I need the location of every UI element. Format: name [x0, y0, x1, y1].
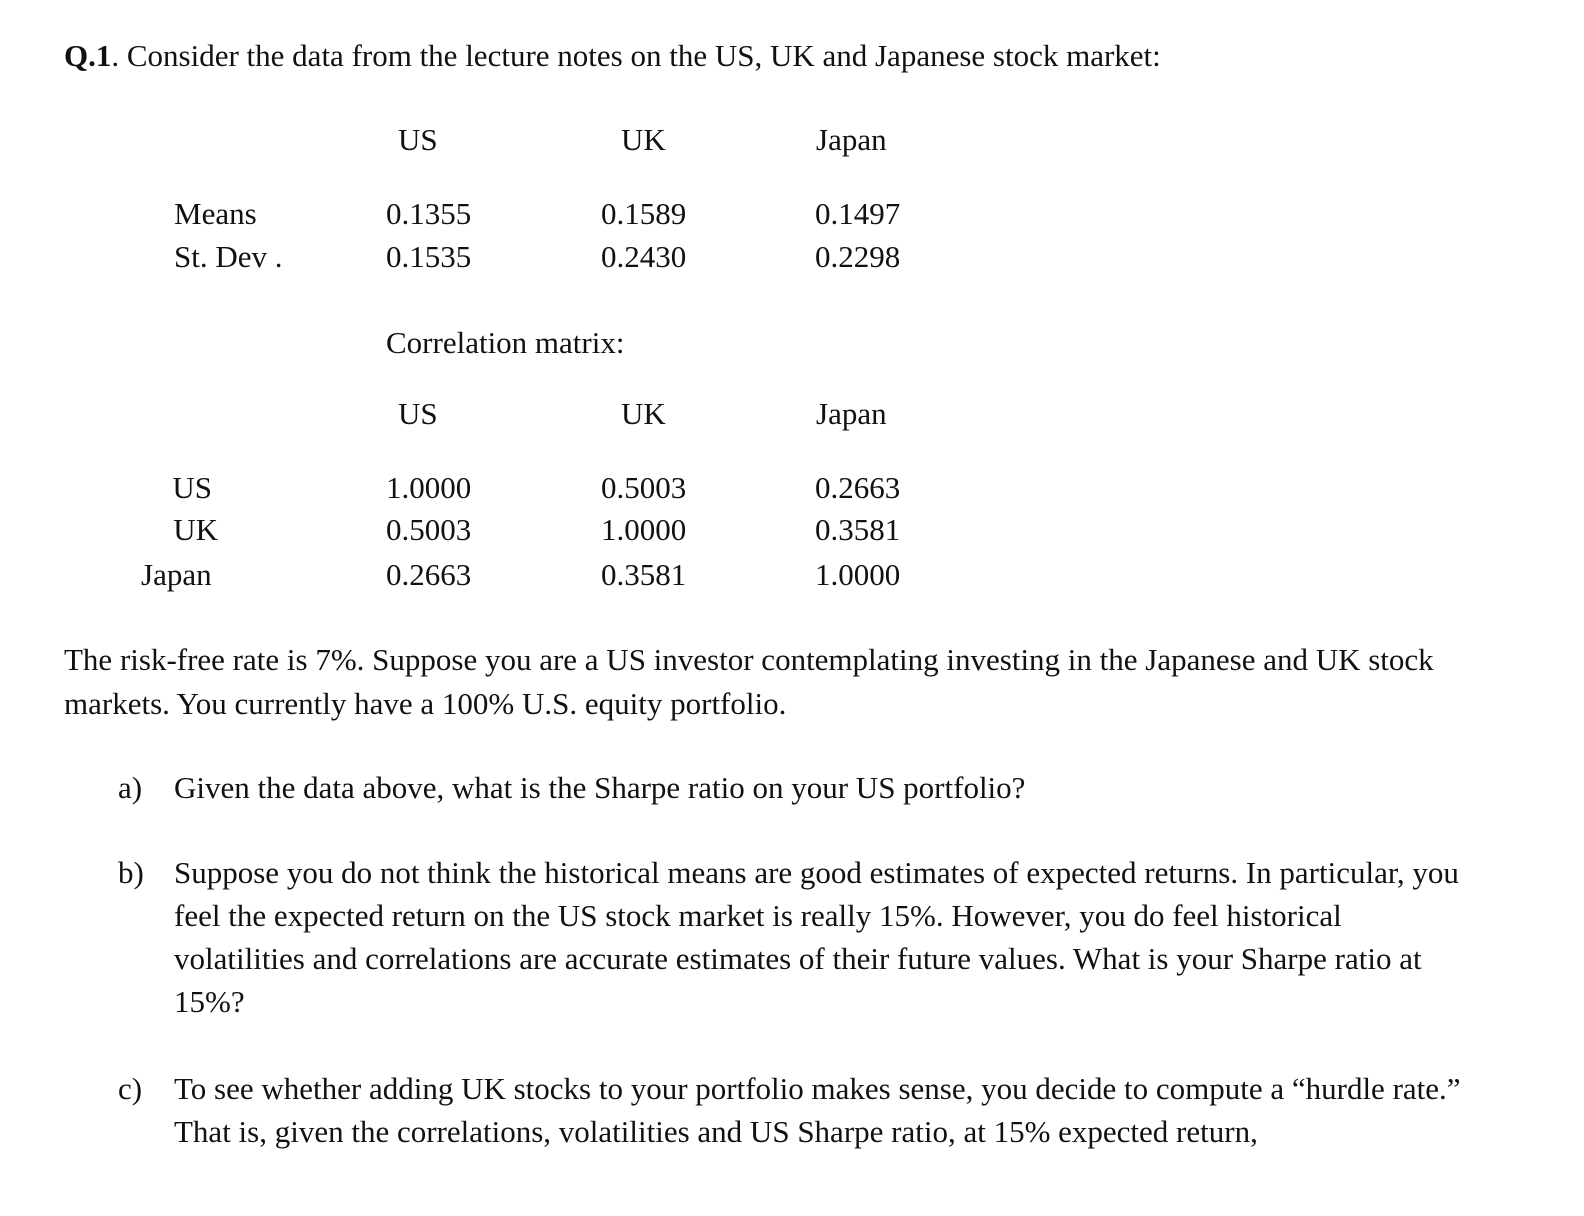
- stats-cell: 0.2430: [601, 239, 687, 274]
- corr-cell: 0.3581: [601, 557, 687, 592]
- risk-free-paragraph: The risk-free rate is 7%. Suppose you are a US investor contemplating investing in the Japanese and UK stock markets. You currently have a 100% U.S. equity portfolio.: [64, 642, 1434, 721]
- corr-cell: 0.2663: [815, 470, 901, 505]
- stats-row-label-means: Means: [174, 196, 257, 231]
- question-heading: [64, 40, 1161, 71]
- corr-cell: 1.0000: [601, 512, 687, 547]
- stats-cell: 0.1589: [601, 196, 687, 231]
- corr-cell: 0.2663: [386, 557, 472, 592]
- stats-col-header-japan: Japan: [816, 122, 887, 157]
- corr-col-header-uk: UK: [621, 396, 666, 431]
- corr-row-label-us: US: [172, 470, 212, 505]
- stats-cell: 0.1355: [386, 196, 472, 231]
- correlation-title: Correlation matrix:: [386, 325, 625, 360]
- stats-col-header-us: US: [398, 122, 438, 157]
- subquestion-text: Given the data above, what is the Sharpe ratio on your US portfolio?: [174, 770, 1026, 805]
- subquestion-text: Suppose you do not think the historical means are good estimates of expected returns. In particular, you feel the expected return on the US stock market is really 15%. However, you do feel historical volatilities and correlations are accurate estimates of their future values. What is your Sharpe ratio at 15%?: [174, 855, 1459, 1019]
- corr-cell: 0.5003: [386, 512, 472, 547]
- stats-cell: 0.1535: [386, 239, 472, 274]
- subquestion-text: To see whether adding UK stocks to your portfolio makes sense, you decide to compute a “hurdle rate.” That is, given the correlations, volatilities and US Sharpe ratio, at 15% expected return,: [174, 1071, 1461, 1149]
- corr-cell: 1.0000: [386, 470, 472, 505]
- corr-col-header-japan: Japan: [816, 396, 887, 431]
- question-number: Q.1: [64, 38, 112, 73]
- question-intro: . Consider the data from the lecture notes on the US, UK and Japanese stock market:: [111, 38, 1161, 73]
- corr-row-label-japan: Japan: [141, 557, 212, 592]
- stats-col-header-uk: UK: [621, 122, 666, 157]
- corr-row-label-uk: UK: [173, 512, 218, 547]
- corr-col-header-us: US: [398, 396, 438, 431]
- corr-cell: 0.5003: [601, 470, 687, 505]
- stats-cell: 0.1497: [815, 196, 901, 231]
- subquestion-marker: a): [118, 770, 143, 805]
- stats-row-label-stdev: St. Dev .: [174, 239, 283, 274]
- corr-cell: 1.0000: [815, 557, 901, 592]
- corr-cell: 0.3581: [815, 512, 901, 547]
- subquestion-marker: c): [118, 1071, 143, 1106]
- subquestion-marker: b): [118, 855, 144, 890]
- stats-cell: 0.2298: [815, 239, 901, 274]
